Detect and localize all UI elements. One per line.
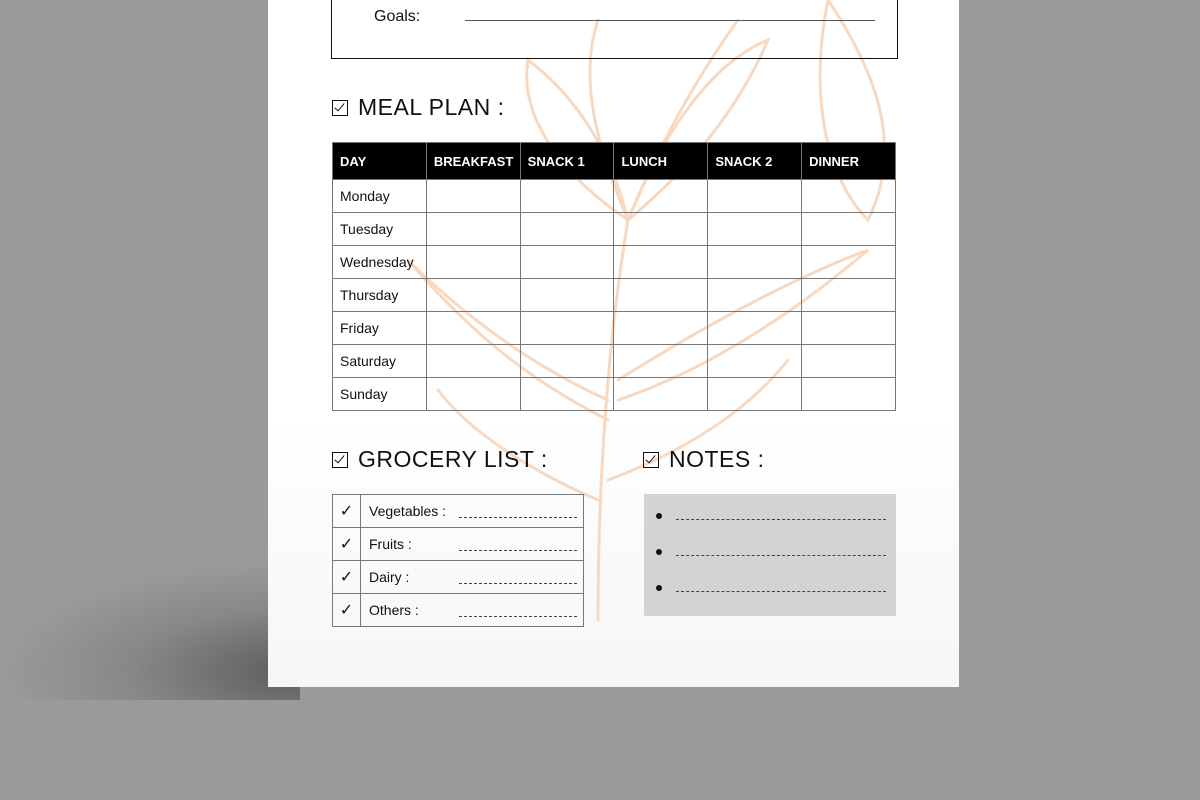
meal-cell[interactable] [802, 378, 896, 411]
dotted-line [676, 591, 886, 592]
checkbox-icon [332, 100, 348, 116]
meal-cell[interactable] [708, 312, 802, 345]
checkbox-icon [643, 452, 659, 468]
meal-cell[interactable] [708, 378, 802, 411]
meal-cell[interactable] [802, 180, 896, 213]
column-header-breakfast: BREAKFAST [426, 143, 520, 180]
meal-cell[interactable] [614, 213, 708, 246]
bullet-icon [656, 585, 662, 591]
meal-cell[interactable] [426, 246, 520, 279]
note-line[interactable] [656, 583, 886, 597]
grocery-item-label: Vegetables : [369, 503, 447, 519]
note-line[interactable] [656, 547, 886, 561]
dotted-line[interactable] [459, 616, 577, 617]
day-cell: Sunday [333, 378, 427, 411]
meal-cell[interactable] [614, 345, 708, 378]
day-cell: Wednesday [333, 246, 427, 279]
meal-cell[interactable] [426, 378, 520, 411]
meal-cell[interactable] [520, 279, 614, 312]
meal-cell[interactable] [802, 246, 896, 279]
meal-cell[interactable] [802, 312, 896, 345]
meal-cell[interactable] [708, 345, 802, 378]
meal-cell[interactable] [802, 213, 896, 246]
day-cell: Friday [333, 312, 427, 345]
column-header-day: DAY [333, 143, 427, 180]
meal-cell[interactable] [520, 312, 614, 345]
meal-plan-title: MEAL PLAN : [358, 94, 505, 120]
grocery-list-heading [332, 446, 548, 473]
grocery-item-label: Others : [369, 602, 419, 618]
meal-cell[interactable] [802, 345, 896, 378]
meal-cell[interactable] [426, 312, 520, 345]
table-row [333, 312, 896, 345]
goals-input-line[interactable] [465, 20, 875, 21]
meal-cell[interactable] [708, 279, 802, 312]
meal-cell[interactable] [614, 312, 708, 345]
meal-cell[interactable] [520, 378, 614, 411]
meal-cell[interactable] [708, 213, 802, 246]
day-cell: Saturday [333, 345, 427, 378]
notes-title: NOTES : [669, 446, 765, 472]
grocery-item-label: Fruits : [369, 536, 412, 552]
grocery-item-label: Dairy : [369, 569, 410, 585]
dotted-line [676, 555, 886, 556]
dotted-line [676, 519, 886, 520]
meal-cell[interactable] [614, 246, 708, 279]
bullet-icon [656, 513, 662, 519]
meal-plan-heading [332, 94, 505, 121]
day-cell: Tuesday [333, 213, 427, 246]
meal-cell[interactable] [520, 345, 614, 378]
dotted-line[interactable] [459, 583, 577, 584]
paper-shadow [0, 560, 300, 700]
meal-cell[interactable] [708, 180, 802, 213]
meal-cell[interactable] [426, 213, 520, 246]
goals-label: Goals: [374, 8, 421, 25]
planner-page [268, 0, 959, 687]
meal-cell[interactable] [614, 180, 708, 213]
meal-cell[interactable] [802, 279, 896, 312]
column-header-snack-2: SNACK 2 [708, 143, 802, 180]
meal-cell[interactable] [426, 180, 520, 213]
table-row [333, 378, 896, 411]
meal-cell[interactable] [708, 246, 802, 279]
checkmark-icon[interactable]: ✓ [333, 528, 361, 561]
notes-heading [643, 446, 765, 473]
column-header-lunch: LUNCH [614, 143, 708, 180]
meal-cell[interactable] [426, 279, 520, 312]
checkmark-icon[interactable]: ✓ [333, 594, 361, 627]
meal-cell[interactable] [426, 345, 520, 378]
table-row [333, 279, 896, 312]
grocery-list-title: GROCERY LIST : [358, 446, 548, 472]
dotted-line[interactable] [459, 550, 577, 551]
table-row [333, 246, 896, 279]
table-row [333, 213, 896, 246]
meal-plan-header-row [333, 143, 896, 180]
checkbox-icon [332, 452, 348, 468]
checkmark-icon[interactable]: ✓ [333, 561, 361, 594]
dotted-line[interactable] [459, 517, 577, 518]
checkmark-icon[interactable]: ✓ [333, 495, 361, 528]
day-cell: Thursday [333, 279, 427, 312]
meal-cell[interactable] [520, 213, 614, 246]
note-line[interactable] [656, 511, 886, 525]
meal-cell[interactable] [520, 180, 614, 213]
table-row [333, 180, 896, 213]
list-item [333, 528, 584, 561]
meal-cell[interactable] [614, 378, 708, 411]
column-header-dinner: DINNER [802, 143, 896, 180]
notes-box [644, 494, 896, 616]
list-item [333, 561, 584, 594]
table-row [333, 345, 896, 378]
goals-box [331, 0, 898, 59]
list-item [333, 495, 584, 528]
meal-cell[interactable] [614, 279, 708, 312]
bullet-icon [656, 549, 662, 555]
day-cell: Monday [333, 180, 427, 213]
meal-plan-table [332, 142, 896, 411]
grocery-list-table [332, 494, 584, 627]
list-item [333, 594, 584, 627]
meal-cell[interactable] [520, 246, 614, 279]
column-header-snack-1: SNACK 1 [520, 143, 614, 180]
